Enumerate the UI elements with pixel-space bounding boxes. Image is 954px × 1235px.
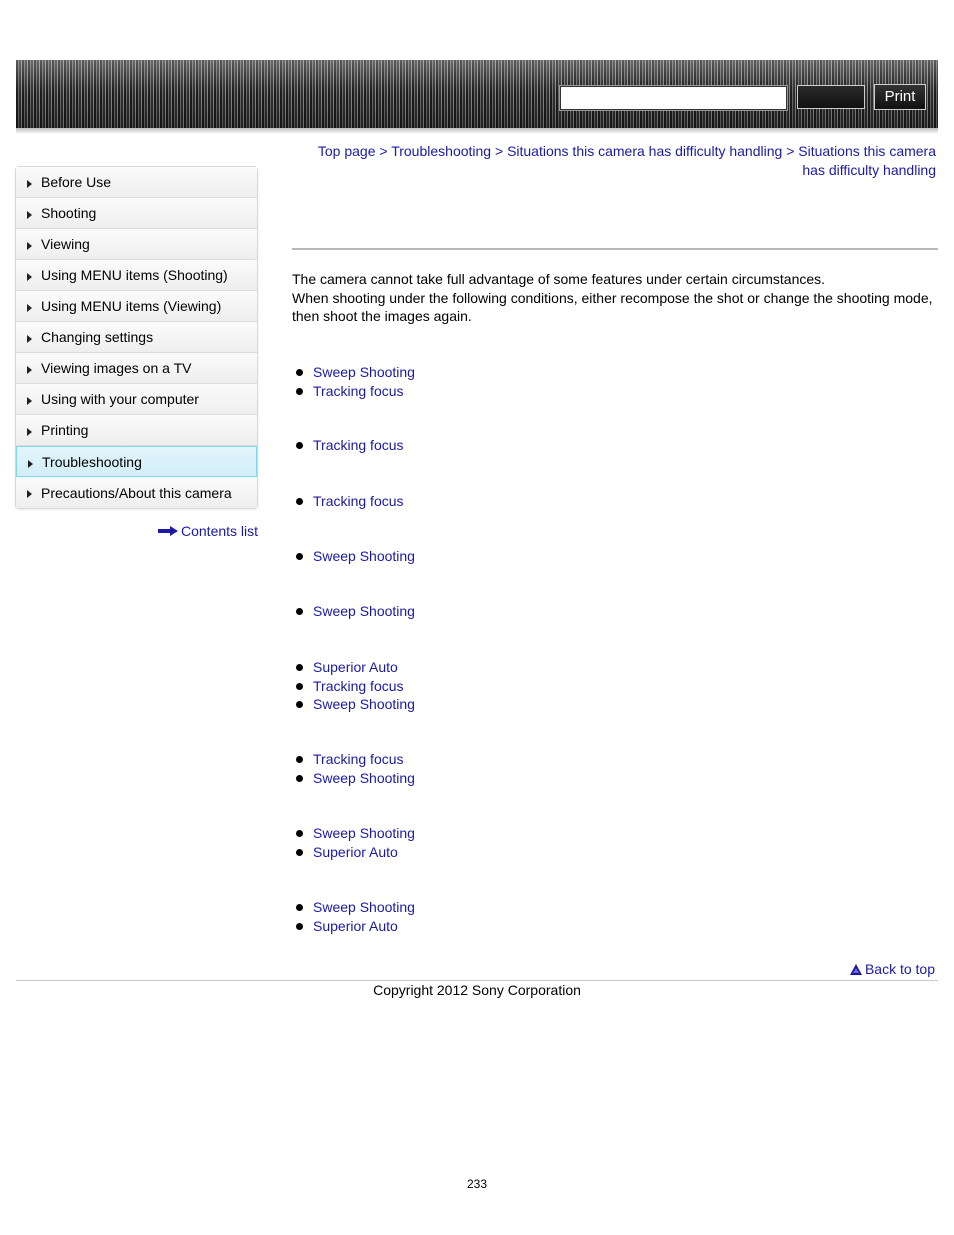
triangle-up-icon [850, 964, 862, 975]
list-item [292, 917, 415, 936]
breadcrumb-separator: > [494, 143, 504, 159]
bullet-icon [296, 369, 303, 376]
sidebar-item-precautions[interactable] [16, 477, 257, 508]
sidebar-item-changing-settings[interactable] [16, 322, 257, 353]
title-divider [292, 248, 938, 250]
intro-line: The camera cannot take full advantage of some features under certain circumstances. [292, 271, 826, 287]
breadcrumb-situations[interactable]: Situations this camera has difficulty handling [507, 143, 783, 159]
arrow-right-icon [28, 460, 33, 468]
breadcrumb-current-line2[interactable]: has difficulty handling [802, 162, 936, 178]
arrow-right-icon [27, 490, 32, 498]
list-item [292, 824, 415, 843]
list-item [292, 492, 404, 511]
sidebar-item-printing[interactable] [16, 415, 257, 446]
related-link[interactable]: Tracking focus [313, 493, 404, 509]
related-links-list [292, 602, 415, 621]
bullet-icon [296, 442, 303, 449]
related-links-list [292, 547, 415, 566]
sidebar-item-label: Viewing images on a TV [41, 360, 192, 376]
list-item [292, 602, 415, 621]
list-item [292, 382, 415, 401]
related-links-list [292, 436, 404, 455]
arrow-right-icon [27, 397, 32, 405]
bullet-icon [296, 683, 303, 690]
search-button[interactable] [797, 85, 865, 109]
related-link[interactable]: Superior Auto [313, 659, 398, 675]
related-link[interactable]: Tracking focus [313, 751, 404, 767]
arrow-right-icon [27, 273, 32, 281]
bullet-icon [296, 830, 303, 837]
sidebar-item-label: Troubleshooting [42, 453, 142, 470]
breadcrumb [292, 142, 936, 180]
related-link[interactable]: Sweep Shooting [313, 769, 415, 786]
related-links-list [292, 363, 415, 400]
arrow-right-icon [27, 366, 32, 374]
related-link[interactable]: Tracking focus [313, 382, 404, 399]
search-input[interactable] [559, 85, 788, 111]
back-to-top-label: Back to top [864, 961, 935, 977]
related-link[interactable]: Superior Auto [313, 917, 398, 934]
list-item [292, 658, 415, 677]
bullet-icon [296, 388, 303, 395]
sidebar-item-label: Printing [41, 422, 89, 438]
related-links-list [292, 492, 404, 511]
print-button[interactable]: Print [874, 84, 926, 110]
list-item [292, 363, 415, 382]
bullet-icon [296, 904, 303, 911]
bullet-icon [296, 498, 303, 505]
related-link[interactable]: Superior Auto [313, 843, 398, 860]
sidebar-item-label: Before Use [41, 174, 112, 190]
list-item [292, 898, 415, 917]
contents-list-label: Contents list [181, 523, 259, 539]
bullet-icon [296, 756, 303, 763]
related-link[interactable]: Tracking focus [313, 677, 404, 694]
sidebar-item-shooting[interactable] [16, 198, 257, 229]
bullet-icon [296, 923, 303, 930]
list-item [292, 695, 415, 714]
related-link[interactable]: Sweep Shooting [313, 603, 415, 619]
breadcrumb-current-line1[interactable]: Situations this camera [798, 143, 936, 159]
arrow-right-icon [27, 335, 32, 343]
list-item [292, 750, 415, 769]
related-link[interactable]: Sweep Shooting [313, 548, 415, 564]
related-links-list [292, 824, 415, 861]
sidebar-nav [15, 166, 258, 509]
back-to-top-link[interactable] [850, 961, 935, 977]
sidebar-item-label: Shooting [41, 205, 97, 221]
sidebar-item-troubleshooting[interactable] [16, 446, 257, 477]
bullet-icon [296, 775, 303, 782]
intro-text [292, 270, 938, 326]
arrow-right-icon [27, 428, 32, 436]
page-number: 233 [466, 1177, 488, 1191]
contents-list-link[interactable] [158, 523, 258, 539]
header-bar [16, 60, 938, 128]
related-link[interactable]: Sweep Shooting [313, 899, 415, 915]
copyright-text: Copyright 2012 Sony Corporation [373, 982, 581, 998]
list-item [292, 843, 415, 862]
breadcrumb-separator: > [379, 143, 388, 159]
arrow-right-icon [27, 180, 32, 188]
related-links-list [292, 750, 415, 787]
sidebar-item-viewing-on-tv[interactable] [16, 353, 257, 384]
sidebar-item-label: Using MENU items (Shooting) [41, 267, 228, 283]
sidebar-item-label: Precautions/About this camera [41, 484, 232, 501]
breadcrumb-troubleshooting[interactable]: Troubleshooting [391, 143, 492, 159]
intro-line: When shooting under the following conditions, either recompose the shot or change the shooting mode, then shoot the images again. [292, 289, 933, 324]
arrow-right-icon [27, 211, 32, 219]
sidebar-item-label: Using MENU items (Viewing) [41, 298, 222, 314]
bullet-icon [296, 664, 303, 671]
related-links-list [292, 658, 415, 714]
list-item [292, 769, 415, 788]
sidebar-item-label: Viewing [41, 236, 90, 252]
related-link[interactable]: Sweep Shooting [313, 825, 415, 841]
bullet-icon [296, 701, 303, 708]
bullet-icon [296, 553, 303, 560]
breadcrumb-separator: > [786, 143, 795, 159]
arrow-right-icon [158, 526, 178, 536]
breadcrumb-top-page[interactable]: Top page [317, 143, 376, 159]
sidebar-item-viewing[interactable] [16, 229, 257, 260]
sidebar-item-computer[interactable] [16, 384, 257, 415]
sidebar-item-menu-shooting[interactable] [16, 260, 257, 291]
arrow-right-icon [27, 242, 32, 250]
related-link[interactable]: Sweep Shooting [313, 364, 415, 380]
sidebar-item-before-use[interactable] [16, 167, 257, 198]
sidebar-item-label: Using with your computer [41, 391, 199, 407]
list-item [292, 436, 404, 455]
list-item [292, 677, 415, 696]
related-link[interactable]: Tracking focus [313, 437, 404, 453]
sidebar-item-menu-viewing[interactable] [16, 291, 257, 322]
sidebar-item-label: Changing settings [41, 329, 154, 345]
list-item [292, 547, 415, 566]
arrow-right-icon [27, 304, 32, 312]
bullet-icon [296, 608, 303, 615]
related-links-list [292, 898, 415, 935]
related-link[interactable]: Sweep Shooting [313, 696, 415, 712]
bullet-icon [296, 849, 303, 856]
